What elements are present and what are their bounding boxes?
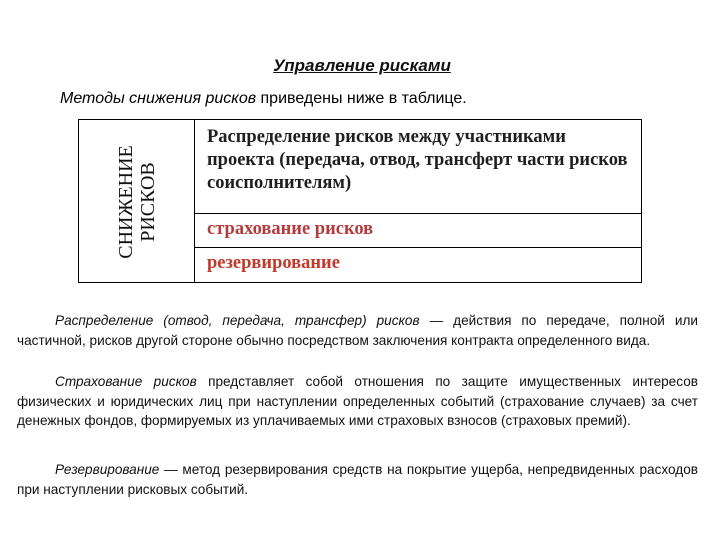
table-side-header — [79, 120, 195, 282]
intro-line — [60, 90, 467, 108]
side-label: СНИЖЕНИЕ РИСКОВ — [115, 145, 159, 259]
intro-italic: Методы снижения рисков — [60, 90, 257, 107]
methods-table — [78, 119, 642, 283]
paragraph-lead: Распределение (отвод, передача, трансфер) рисков — [55, 313, 420, 328]
paragraph-text: — метод резервирования средств на покрытие ущерба, непредвиденных расходов при наступлении рисковых событий. — [17, 462, 698, 497]
table-row-insurance: страхование рисков — [195, 214, 641, 248]
paragraph-reserving — [17, 460, 698, 499]
page-title: Управление рисками — [273, 56, 451, 75]
paragraph-text: представляет собой отношения по защите имущественных интересов физических и юридических лиц при наступлении определенных событий (страхование случаев) за счет денежных фондов, формируемых из уплачиваемых ими страховых взносов (страховых премий). — [17, 374, 698, 429]
paragraph-text: — действия по передаче, полной или частичной, рисков другой стороне обычно посредством заключения контракта определенного вида. — [17, 313, 698, 348]
table-row-reserving: резервирование — [207, 253, 340, 273]
paragraph-lead: Страхование рисков — [55, 374, 197, 389]
table-row-distribution: Распределение рисков между участниками проекта (передача, отвод, трансферт части рисков соисполнителям) — [195, 120, 641, 214]
paragraph-insurance — [17, 372, 698, 431]
paragraph-distribution — [17, 311, 698, 350]
paragraph-lead: Резервирование — [55, 462, 160, 477]
intro-rest: приведены ниже в таблице. — [256, 90, 467, 107]
